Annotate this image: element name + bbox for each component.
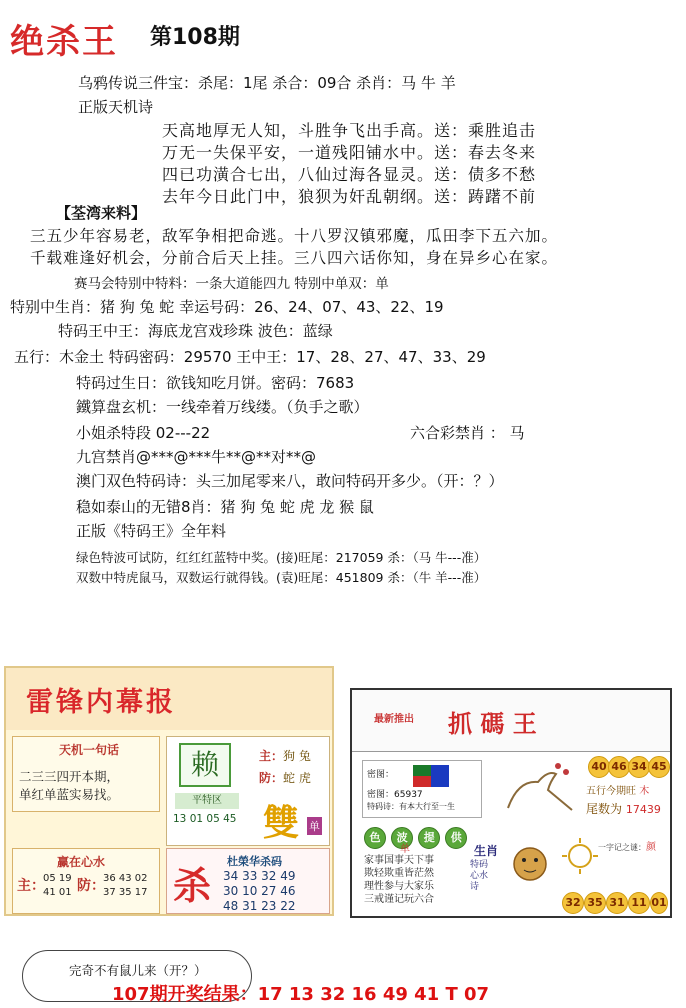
pingte-label: 平特区 xyxy=(175,793,239,809)
tianji-text-1: 二三三四开本期， xyxy=(19,769,120,784)
label-gong: 供 xyxy=(445,827,467,849)
shama-row-3: 48 31 23 22 xyxy=(223,899,296,913)
wuxing-row: 五行今期旺 木 xyxy=(586,786,650,797)
yingzai-nums-2: 41 01 xyxy=(43,887,72,898)
leifeng-card xyxy=(4,666,334,916)
jiugong-line: 九宫禁肖@***@***牛**@**对**@ xyxy=(76,448,317,466)
tianji-label: 天机一句话 xyxy=(59,743,120,757)
shama-row-1: 34 33 32 49 xyxy=(223,869,296,883)
liuhe-line: 六合彩禁肖 ： 马 xyxy=(410,424,525,442)
wuxing-line: 五行：木金土 特码密码：29570 王中王：17、28、27、47、33、29 xyxy=(14,348,486,366)
top-ball-1: 40 xyxy=(588,756,610,778)
leifeng-header xyxy=(6,668,332,730)
poem-block xyxy=(364,854,474,906)
tianji-title: 正版天机诗 xyxy=(78,98,154,116)
bottom-ball-4: 11 xyxy=(628,892,650,914)
verse-line-1: 三五少年容易老，敌军争相把命逃。十八罗汉镇邪魔，瓜田李下五六加。 xyxy=(30,227,559,245)
flag-icon xyxy=(413,765,449,787)
right-poem-1: 家事国事天下事 xyxy=(364,855,434,866)
shengxiao-label: 生肖 xyxy=(474,844,499,858)
bottom-ball-1: 32 xyxy=(562,892,584,914)
yishou-row: 一字记之谜：颜 xyxy=(598,842,656,853)
fang-values: 蛇 虎 xyxy=(283,771,311,785)
mima-label: 密图： xyxy=(367,770,395,780)
quanwan-heading: 【荃湾来料】 xyxy=(56,204,147,222)
top-ball-3: 34 xyxy=(628,756,650,778)
tema-label: 特码心水诗 xyxy=(470,860,489,892)
wentai-line: 稳如泰山的无错8肖：猪 狗 兔 蛇 虎 龙 猴 鼠 xyxy=(76,498,374,516)
verse-line-2: 千载难逢好机会，分前合后天上挂。三八四六话你知，身在异乡心在家。 xyxy=(30,249,559,267)
poem-line-2: 万无一失保平安，一道残阳铺水中。送：春去冬来 xyxy=(162,143,537,162)
pingte-panel xyxy=(166,736,330,846)
zhuamawang-title: 抓 碼 王 xyxy=(448,709,537,738)
poem-line-3: 四已功潢合七出，八仙过海各显灵。送：债多不愁 xyxy=(162,165,537,184)
shama-title: 杜榮华杀码 xyxy=(227,855,282,868)
zhu-label: 主： xyxy=(259,749,284,763)
label-se: 色 xyxy=(364,827,386,849)
logo: 绝杀王 xyxy=(10,22,118,62)
mima-box xyxy=(362,760,482,818)
lai-char-box: 赖 xyxy=(179,743,231,787)
shengxiao-line: 特别中生肖：猪 狗 兔 蛇 幸运号码：26、24、07、43、22、19 xyxy=(10,298,444,316)
green-line-2: 双数中特虎鼠马，双数运行就得钱。(袁)旺尾：451809 杀：（牛 羊---准） xyxy=(76,570,487,585)
sun-icon xyxy=(560,836,600,876)
lottery-result: 107期开奖结果：17 13 32 16 49 41 T 07 xyxy=(112,984,490,1005)
top-ball-2: 46 xyxy=(608,756,630,778)
zhu-values: 狗 兔 xyxy=(283,749,311,763)
aomen-line: 澳门双色特码诗：头三加尾零来八，敢问特码开多少。（开：？） xyxy=(76,472,504,490)
yingzai-panel xyxy=(12,848,160,914)
right-poem-3: 理性参与大家乐 xyxy=(364,881,434,892)
dan-tag: 单 xyxy=(307,817,322,835)
callout-text: 完奇不有鼠儿来（开？） xyxy=(69,963,207,978)
temashi-text: 特码诗：有本大行至一生 xyxy=(367,802,455,811)
zhuamawang-header xyxy=(352,690,670,752)
sha-char: 杀 xyxy=(173,863,212,908)
mima-value: 密图：65937 xyxy=(367,790,423,800)
fang-row xyxy=(259,769,311,786)
tianji-text-2: 单红单蓝实易找。 xyxy=(19,787,120,802)
yingzai-nums-1: 05 19 xyxy=(43,873,72,884)
green-line-1: 绿色特波可试防，红红红蓝特中奖。(接)旺尾：217059 杀：（马 牛---准） xyxy=(76,550,487,565)
yingzai-title: 赢在心水 xyxy=(57,855,106,869)
label-ti: 提 xyxy=(418,827,440,849)
weishu-row: 尾数为 17439 xyxy=(586,802,661,816)
temawang-line: 特码王中王：海底龙宫戏珍珠 波色：蓝绿 xyxy=(58,322,333,340)
yingzai-fang: 防： xyxy=(77,878,105,894)
label-bo: 波 xyxy=(391,827,413,849)
fang-label: 防： xyxy=(259,771,284,785)
shama-row-2: 30 10 27 46 xyxy=(223,884,296,898)
poem-line-4: 去年今日此门中，狼狈为奸乱朝纲。送：踌躇不前 xyxy=(162,187,537,206)
yingzai-nums-4: 37 35 17 xyxy=(103,887,148,898)
bottom-ball-2: 35 xyxy=(584,892,606,914)
issue-number: 第108期 xyxy=(150,25,240,50)
dog-icon xyxy=(502,836,562,892)
dan-tag-right: 单 xyxy=(400,844,410,855)
quannian-line: 正版《特码王》全年料 xyxy=(76,522,227,540)
zhuamawang-subtitle: 最新推出 xyxy=(374,714,414,725)
shuang-char: 雙 xyxy=(263,802,300,844)
shama-panel xyxy=(166,848,330,914)
bottom-ball-3: 31 xyxy=(606,892,628,914)
right-poem-2: 欺轻欺重皆茫然 xyxy=(364,868,434,879)
right-poem-4: 三戒谨记玩六合 xyxy=(364,894,434,905)
poem-line-1: 天高地厚无人知，斗胜争飞出手高。送：乘胜追击 xyxy=(162,121,537,140)
tianji-panel xyxy=(12,736,160,812)
yingzai-nums-3: 36 43 02 xyxy=(103,873,148,884)
wuya-line: 乌鸦传说三件宝：杀尾：1尾 杀合：09合 杀肖：马 牛 羊 xyxy=(78,74,456,92)
yingzai-zhu: 主： xyxy=(17,878,45,894)
zhu-row xyxy=(259,747,311,764)
guoshengri-line: 特码过生日：欲钱知吃月饼。密码：7683 xyxy=(76,374,355,392)
suanpan-line: 鐵算盘玄机：一线牵着万线缕。（负手之歌） xyxy=(76,398,369,416)
top-ball-4: 45 xyxy=(648,756,670,778)
leifeng-title: 雷锋内幕报 xyxy=(26,687,176,718)
kangaroo-icon xyxy=(488,760,580,816)
zhuamawang-card xyxy=(350,688,672,918)
pingte-numbers: 13 01 05 45 xyxy=(173,813,237,825)
yulan-labels xyxy=(364,826,467,849)
xiaojie-line: 小姐杀特段 02---22 xyxy=(76,424,211,442)
saima-line: 赛马会特别中特料：一条大道能四九 特别中单双：单 xyxy=(74,276,389,292)
bottom-ball-5: 01 xyxy=(650,892,668,914)
